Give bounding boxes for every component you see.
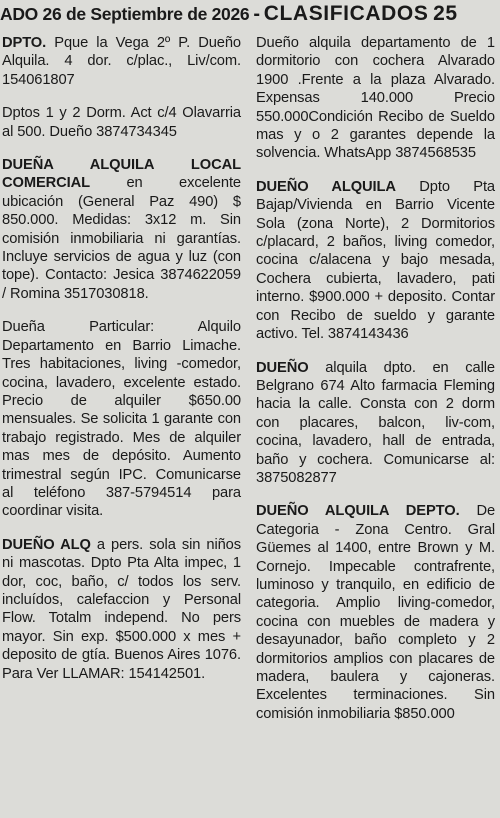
ad-lead: DUEÑO: [256, 359, 309, 376]
ad-text: alquila dpto. en calle Belgrano 674 Alto farmacia Fleming hacia la calle. Consta con 2 dorm con placares, balcon, liv-com, cocina, lavadero, hall de entrada, baño y cochera. Comunicarse al: 3875082877: [256, 359, 495, 486]
ad-lead: DUEÑO ALQUILA: [256, 178, 396, 195]
classified-ad: [256, 359, 495, 488]
ad-lead: DPTO.: [2, 35, 47, 51]
classified-ad: [256, 34, 495, 163]
classified-ad: [2, 104, 241, 141]
ad-text: Pque la Vega 2º P. Dueño Alquila. 4 dor. c/plac., Liv/com. 154061807: [2, 35, 241, 88]
classified-ad: [2, 536, 241, 683]
classified-ad: [2, 34, 241, 89]
ad-text: a pers. sola sin niños ni mascotas. Dpto Pta Alta impec, 1 dor, coc, baño, c/ todos los serv. incluídos, calefaccion y Personal Flow. Totalm independ. No pers mayor. Sin exp. $500.000 x mes + deposito de gtía. Buenos Aires 1076. Para Ver LLAMAR: 154142501.: [2, 536, 241, 682]
header-page-number: 25: [433, 2, 458, 25]
classified-ad: [256, 178, 495, 344]
ad-text: Dptos 1 y 2 Dorm. Act c/4 Olavarria al 500. Dueño 3874734345: [2, 105, 241, 140]
ad-text: Dueño alquila departamento de 1 dormitorio con cochera Alvarado 1900 .Frente a la plaza Alvarado. Expensas 140.000 Precio 550.000Condición Recibo de Sueldo mas y o 2 garantes depende la solvencia. WhatsApp 3874568535: [256, 35, 495, 162]
classified-ad: [256, 502, 495, 723]
ad-text: en excelente ubicación (General Paz 490) $ 850.000. Medidas: 3x12 m. Sin comisión inmobiliaria ni garantías. Incluye servicios de agua y luz (con tope). Contacto: Jesica 3874622059 / Romina 3517030818.: [2, 175, 241, 302]
ad-lead: DUEÑO ALQ: [2, 536, 91, 553]
header-section: CLASIFICADOS: [263, 2, 429, 25]
left-column: [2, 34, 241, 698]
ad-lead: DUEÑO ALQUILA DEPTO.: [256, 503, 460, 520]
classified-ad: [2, 156, 241, 303]
ad-text: De Categoria - Zona Centro. Gral Güemes al 1400, entre Brown y M. Cornejo. Impecable contrafrente, luminoso y tranquilo, en edificio de categoria. Amplio living-comedor, cocina con muebles de madera y desayunador, baño completo y 2 dormitorios amplios con placares de madera, baulera y cajoneras. Excelentes terminaciones. Sin comisión inmobiliaria $850.000: [256, 503, 496, 722]
page-header: [0, 0, 500, 28]
ad-text: Dpto Pta Bajap/Vivienda en Barrio Vicente Sola (zona Norte), 2 Dormitorios c/placard, 2 baños, living comedor, cocina c/alacena y bajo mesada, Cochera cubierta, lavadero, pati interno. $900.000 + deposito. Contar con Recibo de sueldo y garante activo. Tel. 3874143436: [256, 178, 496, 343]
classified-ad: [2, 318, 241, 520]
ad-lead: DUEÑA ALQUILA LOCAL COMERCIAL: [2, 157, 241, 192]
ad-text: Dueña Particular: Alquilo Departamento en Barrio Limache. Tres habitaciones, living -comedor, cocina, lavadero, excelente estado. Precio de alquiler $650.00 mensuales. Se solicita 1 garante con trabajo registrado. Mes de alquiler mas mes de depósito. Aumento trimestral según IPC. Comunicarse al teléfono 387-5794514 para coordinar visita.: [2, 319, 241, 520]
right-column: [256, 34, 495, 738]
header-date: ADO 26 de Septiembre de 2026: [0, 4, 250, 24]
header-dash: -: [253, 3, 260, 25]
